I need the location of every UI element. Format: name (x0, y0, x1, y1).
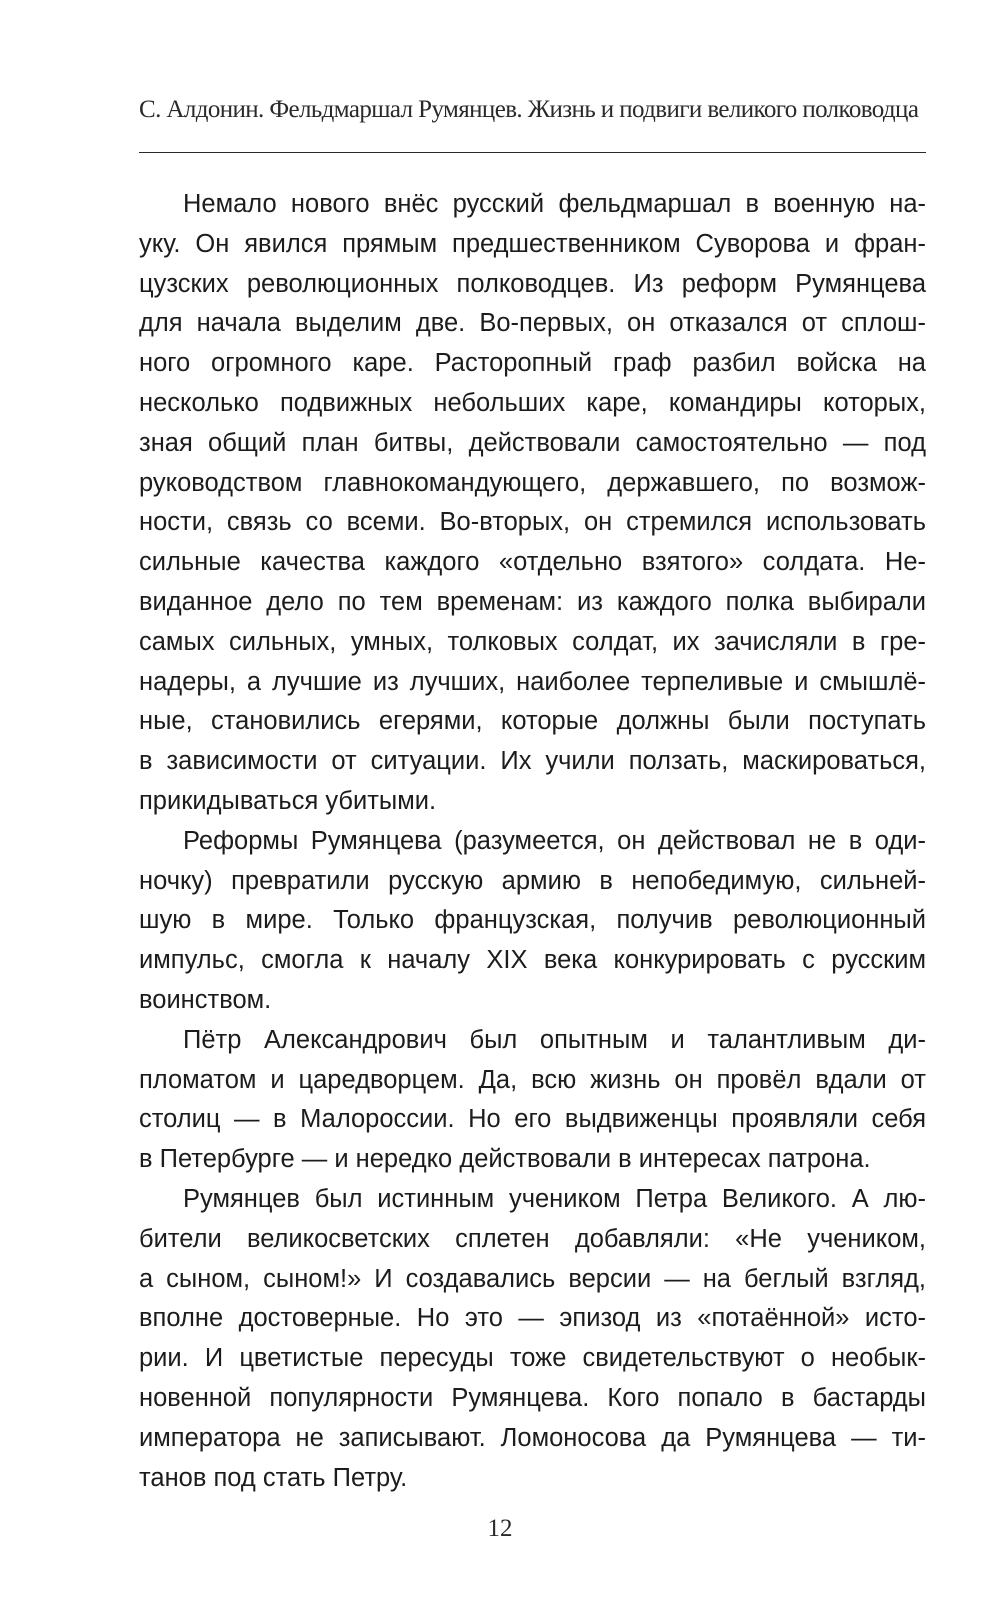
text-line: руководством главнокомандующего, державшего, по возмож- (139, 468, 926, 497)
paragraph (139, 185, 926, 822)
text-line: ного огромного каре. Расторопный граф разбил войска на (139, 349, 926, 378)
text-line: шую в мире. Только французская, получив революционный (139, 906, 926, 935)
text-line: импульс, смогла к началу XIX века конкурировать с русским (139, 946, 926, 975)
text-line: императора не записывают. Ломоносова да Румянцева — ти- (139, 1423, 926, 1452)
text-line: ночку) превратили русскую армию в непобедимую, сильней- (139, 866, 926, 895)
text-line: вполне достоверные. Но это — эпизод из «потаённой» исто- (139, 1304, 926, 1333)
page-number: 12 (487, 1515, 513, 1542)
running-head: С. Алдонин. Фельдмаршал Румянцев. Жизнь и подвиги великого полководца (139, 96, 919, 123)
text-line: Реформы Румянцева (разумеется, он действовал не в оди- (183, 826, 926, 855)
text-line: а сыном, сыном!» И создавались версии — на беглый взгляд, (139, 1264, 926, 1293)
text-line: танов под стать Петру. (139, 1463, 408, 1492)
text-line: зная общий план битвы, действовали самостоятельно — под (139, 428, 926, 457)
text-line: уку. Он явился прямым предшественником Суворова и фран- (139, 229, 926, 258)
text-line: самых сильных, умных, толковых солдат, их зачисляли в гре- (139, 627, 926, 656)
text-line: ные, становились егерями, которые должны были поступать (139, 707, 926, 736)
text-line: несколько подвижных небольших каре, командиры которых, (139, 388, 926, 417)
body-text (139, 185, 926, 1498)
text-line: бители великосветских сплетен добавляли: «Не учеником, (139, 1224, 926, 1253)
text-line: виданное дело по тем временам: из каждого полка выбирали (139, 587, 926, 616)
text-line: новенной популярности Румянцева. Кого попало в бастарды (139, 1383, 926, 1412)
text-line: столиц — в Малороссии. Но его выдвиженцы проявляли себя (139, 1105, 926, 1134)
text-line: пломатом и царедворцем. Да, всю жизнь он провёл вдали от (139, 1065, 926, 1094)
text-line: в Петербурге — и нередко действовали в интересах патрона. (139, 1145, 871, 1174)
text-line: прикидываться убитыми. (139, 786, 437, 815)
paragraph (139, 822, 926, 1021)
text-line: в зависимости от ситуации. Их учили ползать, маскироваться, (139, 747, 926, 776)
text-line: надеры, а лучшие из лучших, наиболее терпеливые и смышлё- (139, 667, 926, 696)
text-line: воинством. (139, 985, 272, 1014)
text-line: цузских революционных полководцев. Из реформ Румянцева (139, 269, 926, 298)
text-line: Немало нового внёс русский фельдмаршал в военную на- (183, 190, 926, 218)
text-line: Пётр Александрович был опытным и талантливым ди- (183, 1025, 926, 1054)
paragraph (139, 1021, 926, 1180)
text-line: Румянцев был истинным учеником Петра Великого. А лю- (183, 1184, 926, 1213)
text-line: для начала выделим две. Во-первых, он отказался от сплош- (139, 309, 926, 338)
text-line: рии. И цветистые пересуды тоже свидетельствуют о необык- (139, 1344, 926, 1373)
text-line: ности, связь со всеми. Во-вторых, он стремился использовать (139, 508, 926, 537)
header-rule (139, 152, 926, 153)
text-line: сильные качества каждого «отдельно взятого» солдата. Не- (139, 548, 926, 577)
paragraph (139, 1180, 926, 1498)
